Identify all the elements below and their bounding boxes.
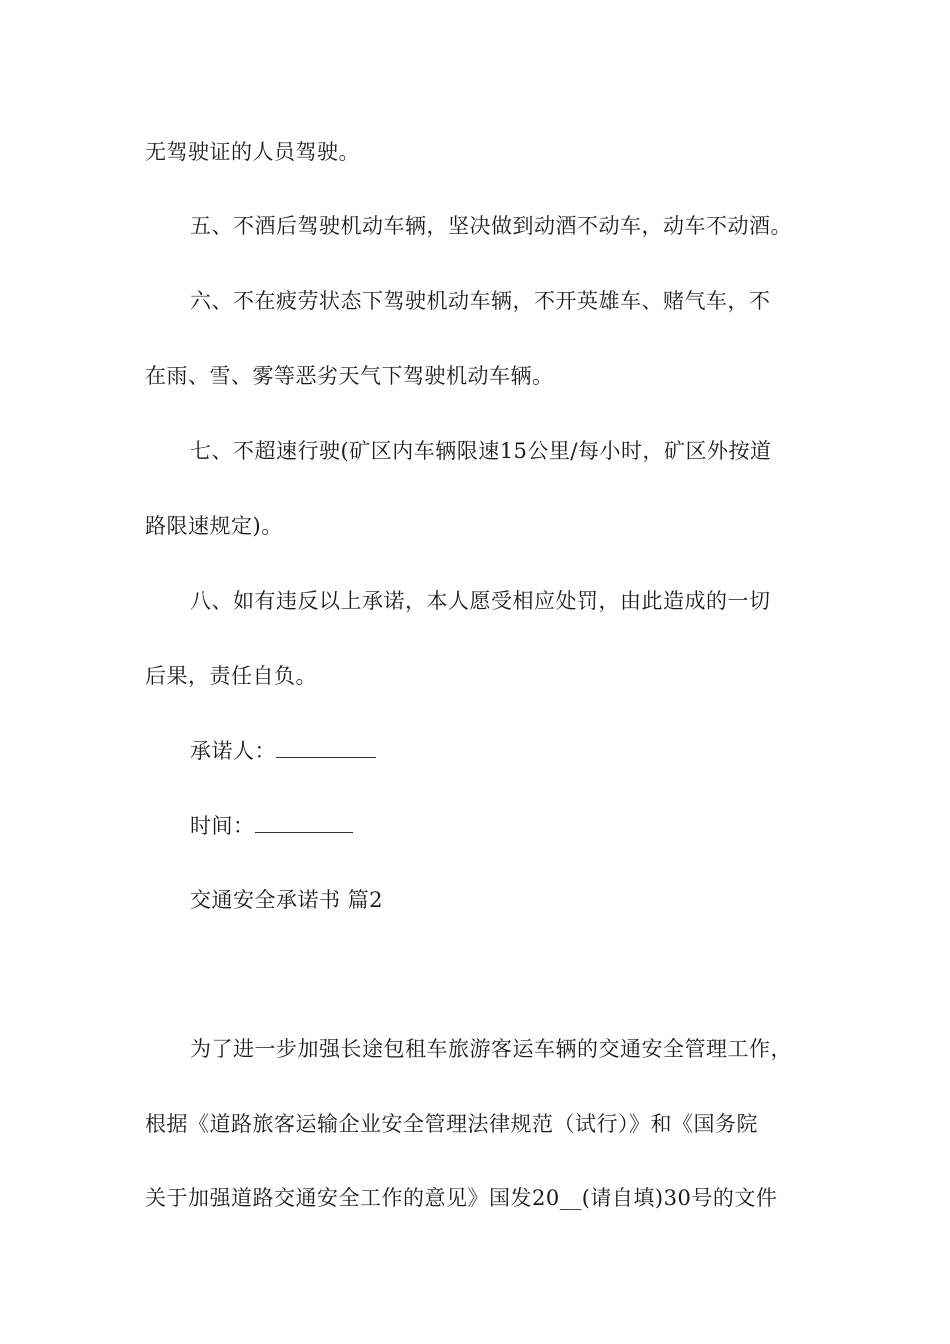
body2-line: 关于加强道路交通安全工作的意见》国发20__(请自填)30号的文件: [145, 1186, 778, 1210]
clause-eight-cont: 后果，责任自负。: [145, 664, 317, 688]
paragraph-line: 无驾驶证的人员驾驶。: [145, 140, 360, 164]
promisor-blank[interactable]: [276, 737, 376, 758]
promisor-signature: [190, 737, 376, 765]
time-signature: [190, 812, 353, 840]
time-blank[interactable]: [255, 812, 353, 833]
body2-line: 根据《道路旅客运输企业安全管理法律规范（试行）》和《国务院: [145, 1112, 758, 1136]
body2-line: 为了进一步加强长途包租车旅游客运车辆的交通安全管理工作，: [190, 1037, 792, 1061]
clause-six-cont: 在雨、雪、雾等恶劣天气下驾驶机动车辆。: [145, 364, 554, 388]
clause-eight: 八、如有违反以上承诺，本人愿受相应处罚，由此造成的一切: [190, 589, 771, 613]
clause-seven: 七、不超速行驶(矿区内车辆限速15公里/每小时，矿区外按道: [190, 439, 772, 463]
section-title: 交通安全承诺书 篇2: [190, 888, 384, 912]
clause-six: 六、不在疲劳状态下驾驶机动车辆，不开英雄车、赌气车，不: [190, 289, 771, 313]
promisor-label: 承诺人：: [190, 739, 276, 763]
time-label: 时间：: [190, 814, 255, 838]
clause-seven-cont: 路限速规定)。: [145, 514, 283, 538]
clause-five: 五、不酒后驾驶机动车辆，坚决做到动酒不动车，动车不动酒。: [190, 214, 792, 238]
